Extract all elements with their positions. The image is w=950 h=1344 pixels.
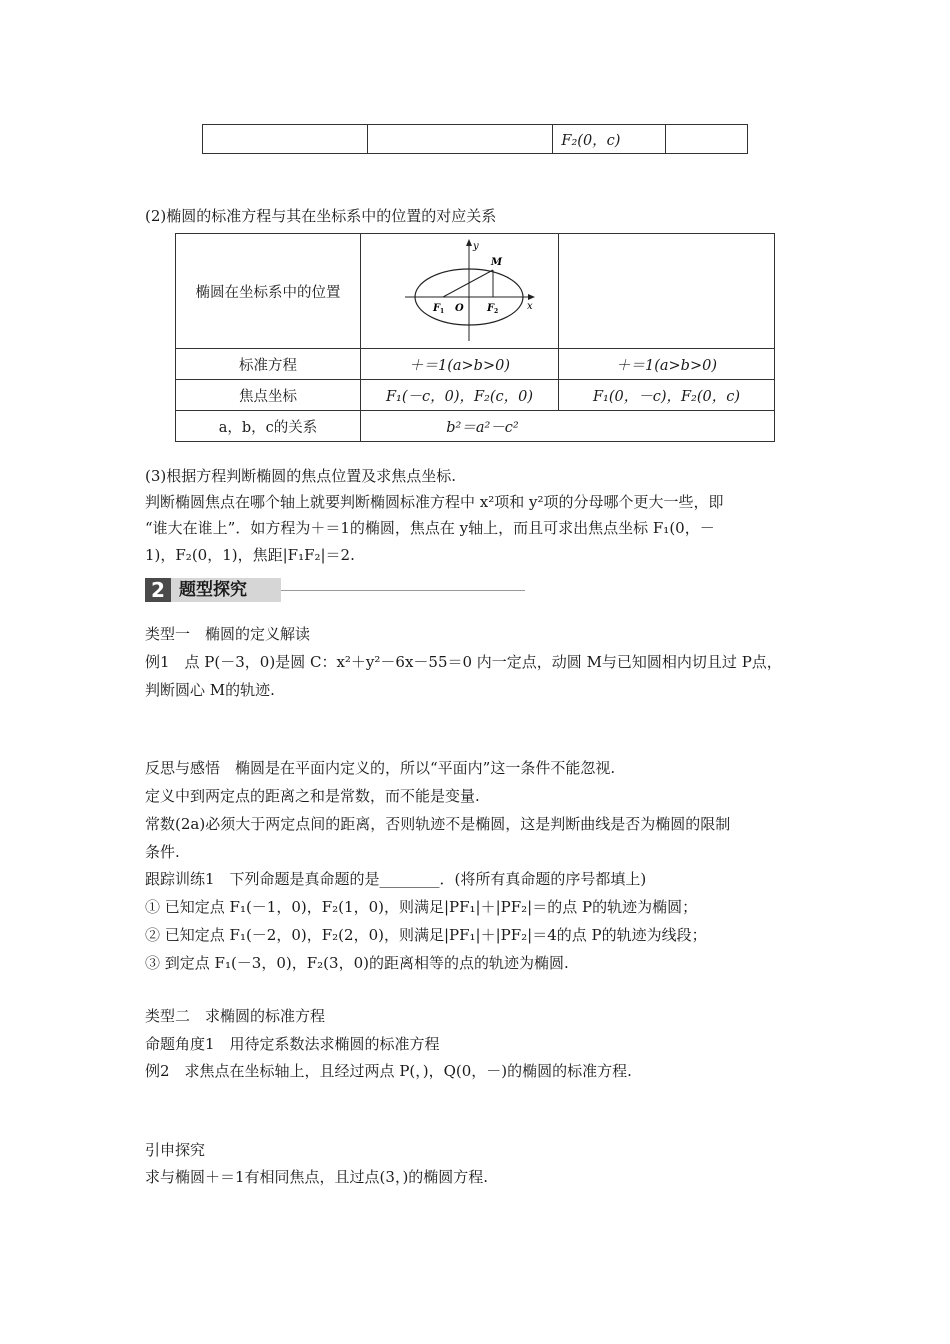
empty-diagram-cell xyxy=(559,234,775,349)
part3-paragraph-line: “谁大在谁上”．如方程为＋＝1的椭圆，焦点在 y轴上，而且可求出焦点坐标 F₁(0，－ xyxy=(145,519,715,537)
equation-y-major: ＋＝1(a>b>0) xyxy=(559,349,775,380)
x-axis-arrow xyxy=(528,294,535,300)
example1-line: 判断圆心 M的轨迹. xyxy=(145,681,275,699)
extend-heading: 引申探究 xyxy=(145,1141,206,1159)
example2-line: 例2 求焦点在坐标轴上，且经过两点 P(，)，Q(0，－)的椭圆的标准方程. xyxy=(145,1062,632,1080)
foci-y-major: F₁(0，－c)，F₂(0，c) xyxy=(559,380,775,411)
reflection-line: 常数(2a)必须大于两定点间的距离，否则轨迹不是椭圆，这是判断曲线是否为椭圆的限制 xyxy=(145,815,731,833)
point-F1-label: F xyxy=(432,303,440,314)
equation-x-major: ＋＝1(a>b>0) xyxy=(361,349,559,380)
reflection-line: 反思与感悟 椭圆是在平面内定义的，所以“平面内”这一条件不能忽视. xyxy=(145,759,616,777)
top-table-focus-cell: F₂(0，c) xyxy=(553,125,665,154)
segment-F1-M xyxy=(443,270,493,297)
section-number: 2 xyxy=(145,578,171,602)
part3-paragraph-line: 1)，F₂(0，1)，焦距|F₁F₂|＝2. xyxy=(145,546,355,564)
type2-heading: 类型二 求椭圆的标准方程 xyxy=(145,1007,326,1025)
top-table xyxy=(202,124,748,154)
extend-text: 求与椭圆＋＝1有相同焦点，且过点(3，)的椭圆方程. xyxy=(145,1168,489,1186)
reflection-line: 条件. xyxy=(145,843,180,861)
part3-heading: (3)根据方程判断椭圆的焦点位置及求焦点坐标. xyxy=(145,467,457,485)
section-rule xyxy=(281,590,525,591)
type2-angle: 命题角度1 用待定系数法求椭圆的标准方程 xyxy=(145,1035,440,1053)
section-header xyxy=(145,578,525,602)
origin-label: O xyxy=(454,303,464,314)
reflection-line: 定义中到两定点的距离之和是常数，而不能是变量. xyxy=(145,787,480,805)
point-F2-subscript: 2 xyxy=(493,308,498,315)
foci-x-major: F₁(－c，0)，F₂(c，0) xyxy=(361,380,559,411)
y-axis-arrow xyxy=(466,239,472,246)
point-F2-label: F xyxy=(486,303,494,314)
x-label: x xyxy=(526,301,533,312)
point-F1-subscript: 1 xyxy=(439,308,444,315)
top-table-cell xyxy=(665,125,747,154)
ellipse-diagram-cell xyxy=(361,234,559,349)
ellipse-table xyxy=(175,233,775,442)
relation-value: b²＝a²－c² xyxy=(361,411,775,442)
top-table-cell xyxy=(368,125,553,154)
row-label-relation: a，b，c的关系 xyxy=(176,411,361,442)
ellipse-diagram xyxy=(375,237,545,345)
track1-item: ② 已知定点 F₁(－2，0)，F₂(2，0)，则满足|PF₁|＋|PF₂|＝4的点 P的轨迹为线段； xyxy=(145,926,707,944)
track1-item: ③ 到定点 F₁(－3，0)，F₂(3，0)的距离相等的点的轨迹为椭圆. xyxy=(145,954,569,972)
track1-heading: 跟踪训练1 下列命题是真命题的是________．(将所有真命题的序号都填上) xyxy=(145,870,647,888)
part3-paragraph-line: 判断椭圆焦点在哪个轴上就要判断椭圆标准方程中 x²项和 y²项的分母哪个更大一些，即 xyxy=(145,493,724,511)
section-title: 题型探究 xyxy=(171,578,281,602)
type1-heading: 类型一 椭圆的定义解读 xyxy=(145,625,311,643)
point-M-label: M xyxy=(490,257,502,268)
row-label-equation: 标准方程 xyxy=(176,349,361,380)
top-table-cell xyxy=(203,125,368,154)
track1-item: ① 已知定点 F₁(－1，0)，F₂(1，0)，则满足|PF₁|＋|PF₂|＝的点 P的轨迹为椭圆； xyxy=(145,898,698,916)
row-label-foci: 焦点坐标 xyxy=(176,380,361,411)
part2-heading: (2)椭圆的标准方程与其在坐标系中的位置的对应关系 xyxy=(145,207,497,225)
row-label-position: 椭圆在坐标系中的位置 xyxy=(176,234,361,349)
example1-line: 例1 点 P(－3，0)是圆 C：x²＋y²－6x－55＝0 内一定点，动圆 M与已知圆相内切且过 P点， xyxy=(145,653,782,671)
y-label: y xyxy=(472,241,479,252)
